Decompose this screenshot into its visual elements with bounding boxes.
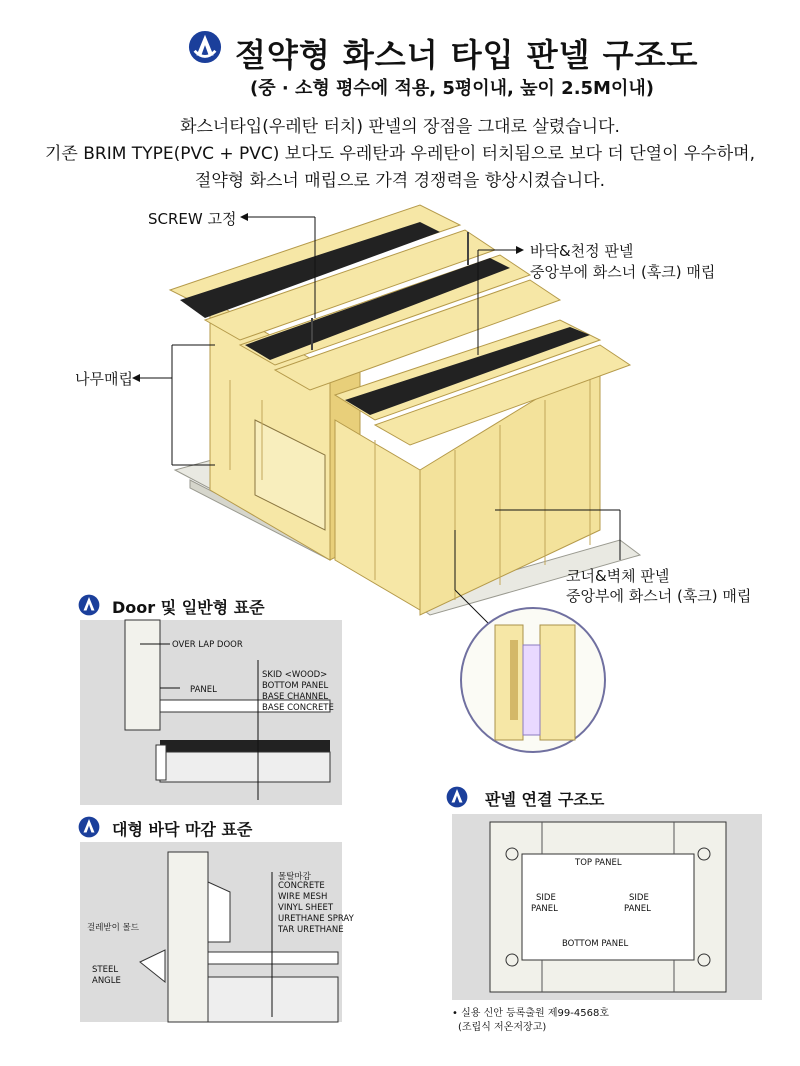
callout-floor-ceiling-1: 바닥&천정 판넬 [530, 242, 634, 260]
callout-corner-wall-2: 중앙부에 화스너 (훅크) 매립 [566, 587, 752, 605]
callout-wood: 나무매립 [75, 370, 133, 388]
label-tar-urethane: TAR URETHANE [278, 925, 344, 935]
callout-corner-wall-1: 코너&벽체 판넬 [566, 567, 670, 585]
page-subtitle: (중 · 소형 평수에 적용, 5평이내, 높이 2.5M이내) [250, 78, 654, 99]
label-mortar: 몰탈마감 [278, 872, 311, 882]
label-urethane-spray: URETHANE SPRAY [278, 914, 354, 924]
label-side-right-2: PANEL [624, 904, 651, 914]
label-vinyl-sheet: VINYL SHEET [278, 903, 334, 913]
label-base-concrete: BASE CONCRETE [262, 703, 334, 713]
label-wire-mesh: WIRE MESH [278, 892, 328, 902]
label-top-panel: TOP PANEL [575, 858, 622, 868]
label-bottom-panel-conn: BOTTOM PANEL [562, 939, 629, 949]
logo-icon [78, 816, 100, 838]
description-line-2: 기존 BRIM TYPE(PVC + PVC) 보다도 우레탄과 우레탄이 터치됨으로 보다 더 단열이 우수하며, [45, 144, 755, 164]
logo-icon [446, 786, 468, 808]
corner-detail-zoom [461, 608, 605, 752]
label-skid: SKID <WOOD> [262, 670, 328, 680]
label-panel: PANEL [190, 685, 217, 695]
label-side-right-1: SIDE [629, 893, 649, 903]
connection-section-drawing [452, 814, 762, 1000]
label-bottom-panel: BOTTOM PANEL [262, 681, 329, 691]
label-steel-1: STEEL [92, 965, 119, 975]
patent-note-1: • 실용 신안 등록출원 제99-4568호 [452, 1008, 609, 1019]
description-line-1: 화스너타입(우레탄 터치) 판넬의 장점을 그대로 살렸습니다. [180, 117, 620, 137]
label-base-channel: BASE CHANNEL [262, 692, 329, 702]
page-title: 절약형 화스너 타입 판넬 구조도 [235, 36, 699, 74]
connection-section-title: 판넬 연결 구조도 [485, 790, 605, 809]
callout-screw: SCREW 고정 [148, 210, 237, 228]
label-overlap-door: OVER LAP DOOR [172, 640, 243, 650]
label-steel-2: ANGLE [92, 976, 121, 986]
logo-icon [78, 594, 100, 616]
description-line-3: 절약형 화스너 매립으로 가격 경쟁력을 향상시켰습니다. [194, 171, 606, 191]
door-section-title: Door 및 일반형 표준 [112, 598, 265, 617]
floor-section-title: 대형 바닥 마감 표준 [112, 820, 253, 839]
label-side-left-1: SIDE [536, 893, 556, 903]
label-side-left-2: PANEL [531, 904, 558, 914]
label-concrete: CONCRETE [278, 881, 325, 891]
callout-floor-ceiling-2: 중앙부에 화스너 (훅크) 매립 [530, 263, 716, 281]
label-rail: 걸레받이 몰드 [87, 923, 139, 933]
patent-note-2: (조립식 저온저장고) [458, 1022, 547, 1033]
